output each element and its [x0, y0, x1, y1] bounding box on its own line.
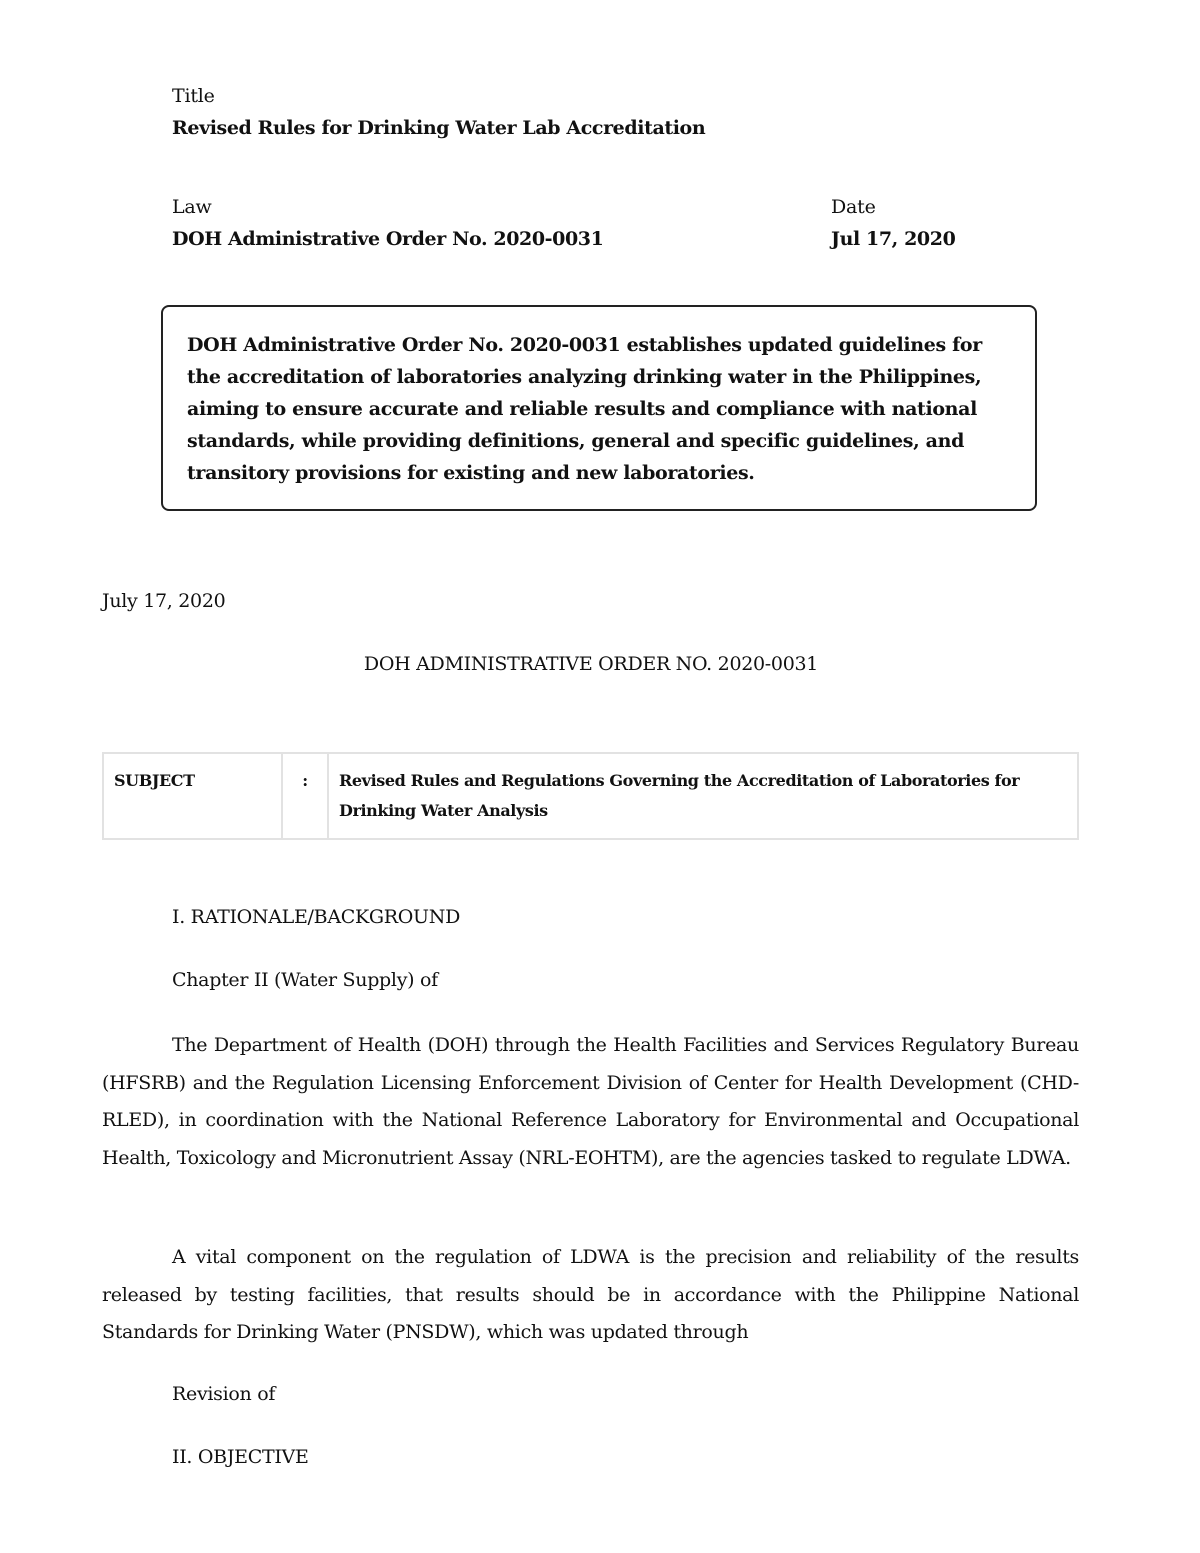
- title-label: Title: [172, 85, 215, 107]
- section-2-heading: II. OBJECTIVE: [172, 1446, 309, 1468]
- document-date: July 17, 2020: [102, 590, 226, 612]
- law-value: DOH Administrative Order No. 2020-0031: [172, 228, 604, 250]
- revision-line: Revision of: [172, 1383, 276, 1405]
- subject-value: Revised Rules and Regulations Governing the Accreditation of Laboratories for Drinking Water Analysis: [328, 753, 1078, 839]
- date-label: Date: [831, 196, 876, 218]
- order-heading: DOH ADMINISTRATIVE ORDER NO. 2020-0031: [363, 653, 819, 675]
- subject-row: [103, 753, 1078, 839]
- paragraph-2: A vital component on the regulation of LDWA is the precision and reliability of the results released by testing facilities, that results should be in accordance with the Philippine National Standards for Drinking Water (PNSDW), which was updated through: [102, 1246, 1079, 1343]
- title-value: Revised Rules for Drinking Water Lab Accreditation: [172, 117, 706, 139]
- subject-label: SUBJECT: [103, 753, 282, 839]
- subject-separator: :: [282, 753, 328, 839]
- paragraph-1: The Department of Health (DOH) through the Health Facilities and Services Regulatory Bureau (HFSRB) and the Regulation Licensing Enforcement Division of Center for Health Development (CHD-RLED), in coordination with the National Reference Laboratory for Environmental and Occupational Health, Toxicology and Micronutrient Assay (NRL-EOHTM), are the agencies tasked to regulate LDWA.: [102, 1034, 1079, 1169]
- date-value: Jul 17, 2020: [831, 228, 956, 250]
- subject-table: [102, 752, 1079, 840]
- summary-box: DOH Administrative Order No. 2020-0031 establishes updated guidelines for the accreditation of laboratories analyzing drinking water in the Philippines, aiming to ensure accurate and reliable results and compliance with national standards, while providing definitions, general and specific guidelines, and transitory provisions for existing and new laboratories.: [161, 305, 1037, 511]
- chapter-line: Chapter II (Water Supply) of: [172, 969, 438, 991]
- law-label: Law: [172, 196, 212, 218]
- section-1-heading: I. RATIONALE/BACKGROUND: [172, 906, 461, 928]
